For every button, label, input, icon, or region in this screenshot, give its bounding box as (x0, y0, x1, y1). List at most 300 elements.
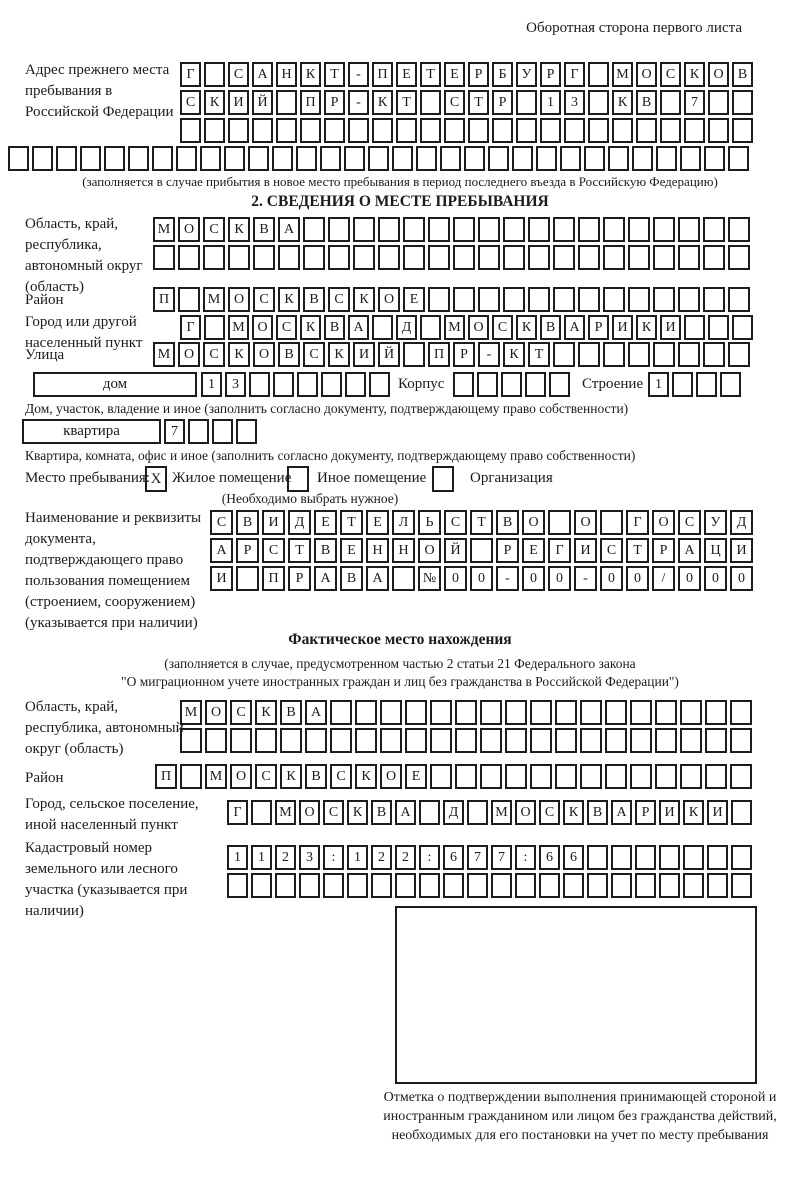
char-cell[interactable] (428, 245, 450, 270)
char-cell[interactable]: С (539, 800, 560, 825)
char-cell[interactable] (528, 245, 550, 270)
char-cell[interactable]: Е (522, 538, 545, 563)
char-cell[interactable] (587, 845, 608, 870)
char-cell[interactable]: А (366, 566, 389, 591)
char-cell[interactable] (492, 118, 513, 143)
char-cell[interactable]: 7 (164, 419, 185, 444)
char-cell[interactable]: Е (405, 764, 427, 789)
char-cell[interactable]: К (228, 342, 250, 367)
char-cell[interactable]: 2 (275, 845, 296, 870)
char-cell[interactable] (659, 873, 680, 898)
char-cell[interactable] (680, 146, 701, 171)
char-cell[interactable]: Р (540, 62, 561, 87)
char-cell[interactable] (200, 146, 221, 171)
char-cell[interactable] (553, 287, 575, 312)
char-cell[interactable] (660, 90, 681, 115)
char-cell[interactable] (478, 287, 500, 312)
char-cell[interactable]: Р (496, 538, 519, 563)
char-cell[interactable] (236, 566, 259, 591)
char-cell[interactable] (276, 118, 297, 143)
char-cell[interactable] (321, 372, 342, 397)
char-cell[interactable] (443, 873, 464, 898)
char-cell[interactable] (478, 245, 500, 270)
char-cell[interactable]: И (730, 538, 753, 563)
char-cell[interactable]: О (636, 62, 657, 87)
char-cell[interactable]: М (205, 764, 227, 789)
char-cell[interactable] (8, 146, 29, 171)
char-cell[interactable] (656, 146, 677, 171)
char-cell[interactable] (528, 217, 550, 242)
char-cell[interactable]: В (340, 566, 363, 591)
char-cell[interactable] (480, 700, 502, 725)
char-cell[interactable] (528, 287, 550, 312)
char-cell[interactable] (628, 287, 650, 312)
char-cell[interactable] (653, 217, 675, 242)
char-cell[interactable] (704, 146, 725, 171)
char-cell[interactable] (299, 873, 320, 898)
char-cell[interactable] (419, 873, 440, 898)
char-cell[interactable] (683, 873, 704, 898)
char-cell[interactable]: Г (180, 62, 201, 87)
char-cell[interactable]: Е (444, 62, 465, 87)
char-cell[interactable] (505, 700, 527, 725)
char-cell[interactable] (430, 764, 452, 789)
char-cell[interactable]: 7 (491, 845, 512, 870)
char-cell[interactable]: О (418, 538, 441, 563)
char-cell[interactable]: 0 (470, 566, 493, 591)
char-cell[interactable] (501, 372, 522, 397)
char-cell[interactable]: О (230, 764, 252, 789)
char-cell[interactable]: К (683, 800, 704, 825)
char-cell[interactable] (153, 245, 175, 270)
char-cell[interactable] (636, 118, 657, 143)
organization-checkbox[interactable] (432, 466, 454, 492)
char-cell[interactable] (530, 728, 552, 753)
char-cell[interactable]: М (491, 800, 512, 825)
char-cell[interactable]: А (348, 315, 369, 340)
char-cell[interactable] (468, 118, 489, 143)
char-cell[interactable]: Г (564, 62, 585, 87)
char-cell[interactable] (730, 700, 752, 725)
char-cell[interactable] (603, 287, 625, 312)
char-cell[interactable] (708, 315, 729, 340)
char-cell[interactable]: С (230, 700, 252, 725)
char-cell[interactable] (330, 700, 352, 725)
char-cell[interactable]: 7 (467, 845, 488, 870)
char-cell[interactable]: С (330, 764, 352, 789)
char-cell[interactable]: 6 (539, 845, 560, 870)
char-cell[interactable] (603, 245, 625, 270)
char-cell[interactable]: Р (635, 800, 656, 825)
char-cell[interactable]: 0 (730, 566, 753, 591)
char-cell[interactable] (228, 245, 250, 270)
char-cell[interactable]: С (180, 90, 201, 115)
char-cell[interactable] (378, 245, 400, 270)
char-cell[interactable]: С (678, 510, 701, 535)
char-cell[interactable] (678, 342, 700, 367)
char-cell[interactable]: О (205, 700, 227, 725)
char-cell[interactable] (553, 245, 575, 270)
char-cell[interactable]: Т (626, 538, 649, 563)
char-cell[interactable] (236, 419, 257, 444)
char-cell[interactable]: Е (403, 287, 425, 312)
char-cell[interactable] (603, 217, 625, 242)
char-cell[interactable] (420, 90, 441, 115)
char-cell[interactable]: М (444, 315, 465, 340)
char-cell[interactable]: : (323, 845, 344, 870)
char-cell[interactable] (403, 342, 425, 367)
char-cell[interactable]: О (253, 342, 275, 367)
char-cell[interactable] (455, 728, 477, 753)
char-cell[interactable] (653, 342, 675, 367)
char-cell[interactable] (578, 217, 600, 242)
char-cell[interactable]: 1 (251, 845, 272, 870)
char-cell[interactable] (272, 146, 293, 171)
char-cell[interactable]: В (280, 700, 302, 725)
char-cell[interactable] (305, 728, 327, 753)
char-cell[interactable]: С (303, 342, 325, 367)
char-cell[interactable] (32, 146, 53, 171)
char-cell[interactable] (678, 287, 700, 312)
char-cell[interactable] (300, 118, 321, 143)
char-cell[interactable] (180, 118, 201, 143)
char-cell[interactable]: В (303, 287, 325, 312)
char-cell[interactable]: П (153, 287, 175, 312)
char-cell[interactable] (708, 118, 729, 143)
char-cell[interactable]: 1 (227, 845, 248, 870)
char-cell[interactable]: Н (392, 538, 415, 563)
char-cell[interactable]: В (540, 315, 561, 340)
char-cell[interactable] (660, 118, 681, 143)
char-cell[interactable] (728, 146, 749, 171)
char-cell[interactable] (480, 728, 502, 753)
char-cell[interactable]: 0 (444, 566, 467, 591)
char-cell[interactable] (707, 845, 728, 870)
char-cell[interactable] (180, 764, 202, 789)
char-cell[interactable]: Й (444, 538, 467, 563)
char-cell[interactable] (653, 287, 675, 312)
char-cell[interactable] (180, 728, 202, 753)
char-cell[interactable]: С (444, 510, 467, 535)
char-cell[interactable] (655, 728, 677, 753)
char-cell[interactable]: Т (470, 510, 493, 535)
char-cell[interactable] (205, 728, 227, 753)
char-cell[interactable] (530, 764, 552, 789)
char-cell[interactable] (678, 217, 700, 242)
char-cell[interactable] (467, 873, 488, 898)
char-cell[interactable] (696, 372, 717, 397)
char-cell[interactable] (380, 700, 402, 725)
char-cell[interactable]: Д (443, 800, 464, 825)
char-cell[interactable] (612, 118, 633, 143)
char-cell[interactable] (420, 118, 441, 143)
char-cell[interactable]: Й (252, 90, 273, 115)
char-cell[interactable] (578, 287, 600, 312)
char-cell[interactable]: К (684, 62, 705, 87)
char-cell[interactable]: В (496, 510, 519, 535)
char-cell[interactable]: А (564, 315, 585, 340)
char-cell[interactable]: 3 (299, 845, 320, 870)
char-cell[interactable] (355, 728, 377, 753)
char-cell[interactable]: Г (180, 315, 201, 340)
char-cell[interactable]: Н (366, 538, 389, 563)
char-cell[interactable] (584, 146, 605, 171)
char-cell[interactable]: П (155, 764, 177, 789)
char-cell[interactable]: О (380, 764, 402, 789)
char-cell[interactable]: К (328, 342, 350, 367)
char-cell[interactable]: О (652, 510, 675, 535)
char-cell[interactable] (80, 146, 101, 171)
char-cell[interactable] (608, 146, 629, 171)
char-cell[interactable] (540, 118, 561, 143)
char-cell[interactable]: Т (528, 342, 550, 367)
char-cell[interactable] (204, 118, 225, 143)
char-cell[interactable]: 0 (522, 566, 545, 591)
char-cell[interactable]: П (262, 566, 285, 591)
char-cell[interactable] (348, 118, 369, 143)
char-cell[interactable]: Д (288, 510, 311, 535)
other-premises-checkbox[interactable] (287, 466, 309, 492)
char-cell[interactable]: 6 (563, 845, 584, 870)
char-cell[interactable]: И (210, 566, 233, 591)
char-cell[interactable] (353, 245, 375, 270)
char-cell[interactable] (276, 90, 297, 115)
char-cell[interactable] (56, 146, 77, 171)
char-cell[interactable]: У (704, 510, 727, 535)
char-cell[interactable] (536, 146, 557, 171)
char-cell[interactable] (296, 146, 317, 171)
char-cell[interactable]: В (236, 510, 259, 535)
char-cell[interactable]: Г (626, 510, 649, 535)
char-cell[interactable]: Б (492, 62, 513, 87)
char-cell[interactable] (564, 118, 585, 143)
char-cell[interactable]: О (708, 62, 729, 87)
char-cell[interactable] (353, 217, 375, 242)
char-cell[interactable] (600, 510, 623, 535)
char-cell[interactable]: Р (236, 538, 259, 563)
char-cell[interactable] (730, 764, 752, 789)
char-cell[interactable]: В (732, 62, 753, 87)
char-cell[interactable] (563, 873, 584, 898)
char-cell[interactable] (530, 700, 552, 725)
char-cell[interactable]: Р (468, 62, 489, 87)
char-cell[interactable] (708, 90, 729, 115)
char-cell[interactable]: С (600, 538, 623, 563)
char-cell[interactable]: С (228, 62, 249, 87)
char-cell[interactable] (525, 372, 546, 397)
char-cell[interactable] (730, 728, 752, 753)
char-cell[interactable] (680, 764, 702, 789)
char-cell[interactable] (635, 845, 656, 870)
char-cell[interactable]: К (503, 342, 525, 367)
char-cell[interactable] (515, 873, 536, 898)
char-cell[interactable]: М (180, 700, 202, 725)
char-cell[interactable] (453, 217, 475, 242)
char-cell[interactable]: Т (288, 538, 311, 563)
char-cell[interactable] (630, 764, 652, 789)
char-cell[interactable]: И (707, 800, 728, 825)
char-cell[interactable] (705, 764, 727, 789)
char-cell[interactable] (251, 800, 272, 825)
char-cell[interactable] (392, 566, 415, 591)
char-cell[interactable] (480, 764, 502, 789)
char-cell[interactable] (516, 118, 537, 143)
char-cell[interactable] (396, 118, 417, 143)
char-cell[interactable] (488, 146, 509, 171)
char-cell[interactable] (477, 372, 498, 397)
char-cell[interactable] (630, 700, 652, 725)
char-cell[interactable]: В (253, 217, 275, 242)
char-cell[interactable]: А (305, 700, 327, 725)
char-cell[interactable] (588, 90, 609, 115)
char-cell[interactable] (605, 728, 627, 753)
char-cell[interactable] (280, 728, 302, 753)
char-cell[interactable] (104, 146, 125, 171)
char-cell[interactable] (603, 342, 625, 367)
char-cell[interactable]: Т (324, 62, 345, 87)
char-cell[interactable]: С (210, 510, 233, 535)
char-cell[interactable] (588, 62, 609, 87)
char-cell[interactable]: : (419, 845, 440, 870)
char-cell[interactable] (453, 287, 475, 312)
char-cell[interactable] (278, 245, 300, 270)
char-cell[interactable]: К (612, 90, 633, 115)
char-cell[interactable]: К (300, 62, 321, 87)
char-cell[interactable]: 0 (678, 566, 701, 591)
char-cell[interactable]: М (228, 315, 249, 340)
char-cell[interactable] (428, 217, 450, 242)
char-cell[interactable]: И (353, 342, 375, 367)
char-cell[interactable] (503, 217, 525, 242)
char-cell[interactable]: К (280, 764, 302, 789)
char-cell[interactable] (178, 287, 200, 312)
char-cell[interactable] (128, 146, 149, 171)
char-cell[interactable] (683, 845, 704, 870)
char-cell[interactable]: 1 (201, 372, 222, 397)
char-cell[interactable]: Д (730, 510, 753, 535)
char-cell[interactable]: И (659, 800, 680, 825)
char-cell[interactable]: Д (396, 315, 417, 340)
char-cell[interactable] (328, 245, 350, 270)
char-cell[interactable] (548, 510, 571, 535)
char-cell[interactable] (455, 764, 477, 789)
char-cell[interactable]: К (228, 217, 250, 242)
char-cell[interactable]: А (314, 566, 337, 591)
char-cell[interactable]: 1 (347, 845, 368, 870)
residential-checkbox[interactable]: X (145, 466, 167, 492)
char-cell[interactable]: - (496, 566, 519, 591)
char-cell[interactable] (580, 764, 602, 789)
char-cell[interactable] (580, 700, 602, 725)
char-cell[interactable]: Т (396, 90, 417, 115)
char-cell[interactable] (303, 245, 325, 270)
char-cell[interactable]: С (276, 315, 297, 340)
char-cell[interactable] (328, 217, 350, 242)
char-cell[interactable] (672, 372, 693, 397)
char-cell[interactable] (344, 146, 365, 171)
char-cell[interactable] (416, 146, 437, 171)
char-cell[interactable] (347, 873, 368, 898)
char-cell[interactable] (355, 700, 377, 725)
char-cell[interactable]: М (612, 62, 633, 87)
char-cell[interactable]: № (418, 566, 441, 591)
char-cell[interactable]: В (636, 90, 657, 115)
char-cell[interactable]: Р (288, 566, 311, 591)
char-cell[interactable] (728, 342, 750, 367)
char-cell[interactable] (251, 873, 272, 898)
char-cell[interactable] (252, 118, 273, 143)
char-cell[interactable] (478, 217, 500, 242)
char-cell[interactable]: Н (276, 62, 297, 87)
char-cell[interactable] (440, 146, 461, 171)
char-cell[interactable]: А (678, 538, 701, 563)
char-cell[interactable] (720, 372, 741, 397)
char-cell[interactable]: - (478, 342, 500, 367)
char-cell[interactable] (605, 700, 627, 725)
char-cell[interactable] (553, 217, 575, 242)
char-cell[interactable]: О (178, 342, 200, 367)
char-cell[interactable]: К (353, 287, 375, 312)
char-cell[interactable] (428, 287, 450, 312)
char-cell[interactable] (553, 342, 575, 367)
char-cell[interactable] (705, 700, 727, 725)
char-cell[interactable]: О (468, 315, 489, 340)
char-cell[interactable] (578, 245, 600, 270)
char-cell[interactable]: М (153, 342, 175, 367)
char-cell[interactable]: Е (366, 510, 389, 535)
char-cell[interactable] (728, 287, 750, 312)
char-cell[interactable]: Р (453, 342, 475, 367)
char-cell[interactable]: А (278, 217, 300, 242)
char-cell[interactable] (372, 118, 393, 143)
char-cell[interactable]: В (371, 800, 392, 825)
char-cell[interactable] (684, 118, 705, 143)
char-cell[interactable]: Г (548, 538, 571, 563)
char-cell[interactable]: О (378, 287, 400, 312)
char-cell[interactable]: В (314, 538, 337, 563)
char-cell[interactable]: Е (340, 538, 363, 563)
char-cell[interactable]: / (652, 566, 675, 591)
char-cell[interactable]: О (522, 510, 545, 535)
char-cell[interactable] (491, 873, 512, 898)
char-cell[interactable] (230, 728, 252, 753)
char-cell[interactable]: В (305, 764, 327, 789)
char-cell[interactable] (249, 372, 270, 397)
char-cell[interactable] (503, 245, 525, 270)
char-cell[interactable] (372, 315, 393, 340)
char-cell[interactable]: И (660, 315, 681, 340)
char-cell[interactable] (731, 800, 752, 825)
char-cell[interactable]: И (228, 90, 249, 115)
char-cell[interactable]: К (372, 90, 393, 115)
char-cell[interactable]: Е (396, 62, 417, 87)
char-cell[interactable]: С (203, 342, 225, 367)
char-cell[interactable] (369, 372, 390, 397)
char-cell[interactable] (323, 873, 344, 898)
char-cell[interactable]: О (515, 800, 536, 825)
char-cell[interactable] (732, 118, 753, 143)
char-cell[interactable]: И (612, 315, 633, 340)
char-cell[interactable] (392, 146, 413, 171)
char-cell[interactable]: С (660, 62, 681, 87)
char-cell[interactable] (430, 728, 452, 753)
char-cell[interactable]: В (587, 800, 608, 825)
char-cell[interactable] (178, 245, 200, 270)
char-cell[interactable] (455, 700, 477, 725)
char-cell[interactable] (539, 873, 560, 898)
char-cell[interactable]: К (204, 90, 225, 115)
char-cell[interactable]: П (428, 342, 450, 367)
